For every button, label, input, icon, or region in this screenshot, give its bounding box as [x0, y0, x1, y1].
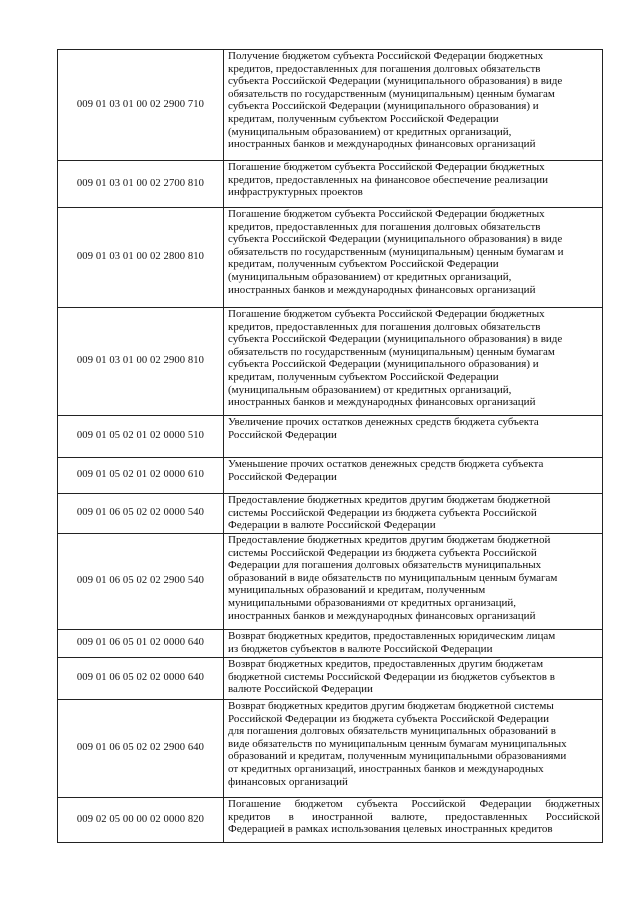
table-row	[58, 630, 603, 658]
description-cell	[224, 658, 603, 700]
budget-code-cell: 009 02 05 00 00 02 0000 820	[58, 798, 224, 843]
description-line: Погашение бюджетом субъекта Российской Федерации бюджетных	[228, 161, 545, 173]
description-line: кредитов, предоставленных для погашения долговых обязательств	[228, 220, 541, 233]
budget-code-cell: 009 01 06 05 02 02 2900 540	[58, 534, 224, 630]
description-line: системы Российской Федерации из бюджета субъекта Российской	[228, 506, 537, 519]
description-line: Возврат бюджетных кредитов, предоставленных юридическим лицам	[228, 630, 556, 642]
description-line: иностранных банков и международных финансовых организаций	[228, 138, 536, 151]
description-line: кредитов, предоставленных для погашения долговых обязательств	[228, 62, 541, 75]
description-cell	[224, 458, 603, 494]
table-row	[58, 208, 603, 308]
description-line: Погашение бюджетом субъекта Российской Федерации бюджетных	[228, 798, 600, 810]
description-cell	[224, 50, 603, 161]
description-line: для погашения долговых обязательств муниципальных образований в	[228, 725, 556, 738]
table-row	[58, 458, 603, 494]
description-line: бюджетной системы Российской Федерации из бюджетов субъектов в	[228, 670, 555, 683]
description-line: валюте Российской Федерации	[228, 683, 373, 696]
description-line: Возврат бюджетных кредитов, предоставленных другим бюджетам	[228, 658, 544, 670]
description-line: кредитов в иностранной валюте, предоставленных Российской	[228, 810, 600, 823]
description-line: Российской Федерации из бюджета субъекта Российской Федерации	[228, 712, 550, 725]
description-line: (муниципальным образованием) от кредитных организаций,	[228, 383, 512, 396]
description-line: образований и кредитам, полученным муниципальными образованиями	[228, 750, 567, 763]
table-row	[58, 308, 603, 416]
description-line: Получение бюджетом субъекта Российской Федерации бюджетных	[228, 50, 544, 62]
description-line: инфраструктурных проектов	[228, 186, 363, 199]
description-line: обязательств по государственным (муниципальным) ценным бумагам	[228, 345, 555, 358]
description-line: кредитам, полученным субъектом Российской Федерации	[228, 370, 499, 383]
budget-classification-table	[57, 49, 603, 843]
description-line: Погашение бюджетом субъекта Российской Федерации бюджетных	[228, 308, 545, 320]
table-row	[58, 416, 603, 458]
description-line: Федерацией в рамках использования целевых иностранных кредитов	[228, 823, 553, 836]
description-line: виде обязательств по муниципальным ценным бумагам муниципальных	[228, 737, 567, 750]
description-cell	[224, 208, 603, 308]
table-row	[58, 50, 603, 161]
description-line: кредитам, полученным субъектом Российской Федерации	[228, 112, 499, 125]
description-line: из бюджетов субъектов в валюте Российской Федерации	[228, 642, 493, 655]
budget-code-cell: 009 01 03 01 00 02 2700 810	[58, 161, 224, 208]
budget-code-cell: 009 01 03 01 00 02 2900 810	[58, 308, 224, 416]
description-line: кредитам, полученным субъектом Российской Федерации	[228, 258, 499, 271]
budget-code-cell: 009 01 03 01 00 02 2800 810	[58, 208, 224, 308]
description-line: муниципальными образованиями от кредитных организаций,	[228, 596, 516, 609]
table-row	[58, 700, 603, 798]
description-line: Предоставление бюджетных кредитов другим бюджетам бюджетной	[228, 494, 551, 506]
description-cell	[224, 161, 603, 208]
description-line: обязательств по государственным (муниципальным) ценным бумагам	[228, 87, 555, 100]
description-line: иностранных банков и международных финансовых организаций	[228, 609, 536, 622]
budget-code-cell: 009 01 06 05 02 02 0000 540	[58, 494, 224, 534]
description-line: Российской Федерации	[228, 428, 337, 441]
description-line: образований в виде обязательств по муниципальным ценным бумагам	[228, 571, 558, 584]
description-cell	[224, 534, 603, 630]
description-line: субъекта Российской Федерации (муниципального образования) и	[228, 100, 539, 113]
budget-code-cell: 009 01 05 02 01 02 0000 510	[58, 416, 224, 458]
description-line: Погашение бюджетом субъекта Российской Федерации бюджетных	[228, 208, 545, 220]
description-line: обязательств по государственным (муниципальным) ценным бумагам и	[228, 245, 564, 258]
budget-code-cell: 009 01 06 05 02 02 2900 640	[58, 700, 224, 798]
table-row	[58, 658, 603, 700]
description-line: кредитов, предоставленных на финансовое обеспечение реализации	[228, 173, 548, 186]
description-cell	[224, 416, 603, 458]
description-line: Федерации в валюте Российской Федерации	[228, 519, 436, 532]
description-line: Федерации для погашения долговых обязательств муниципальных	[228, 559, 542, 572]
description-line: муниципальных образований и кредитам, полученным	[228, 584, 486, 597]
description-line: субъекта Российской Федерации (муниципального образования) в виде	[228, 233, 563, 246]
description-cell	[224, 630, 603, 658]
budget-code-cell: 009 01 06 05 01 02 0000 640	[58, 630, 224, 658]
description-cell	[224, 700, 603, 798]
description-line: Уменьшение прочих остатков денежных средств бюджета субъекта	[228, 458, 544, 470]
description-line: Российской Федерации	[228, 470, 337, 483]
description-line: субъекта Российской Федерации (муниципального образования) и	[228, 358, 539, 371]
description-line: от кредитных организаций, иностранных банков и международных	[228, 762, 544, 775]
table-row	[58, 534, 603, 630]
description-line: системы Российской Федерации из бюджета субъекта Российской	[228, 546, 537, 559]
description-line: (муниципальным образованием) от кредитных организаций,	[228, 270, 512, 283]
description-cell	[224, 308, 603, 416]
table-row	[58, 798, 603, 843]
description-line: субъекта Российской Федерации (муниципального образования) в виде	[228, 75, 563, 88]
budget-code-cell: 009 01 05 02 01 02 0000 610	[58, 458, 224, 494]
description-line: (муниципальным образованием) от кредитных организаций,	[228, 125, 512, 138]
description-line: кредитов, предоставленных для погашения долговых обязательств	[228, 320, 541, 333]
table-row	[58, 161, 603, 208]
description-line: иностранных банков и международных финансовых организаций	[228, 396, 536, 409]
description-cell	[224, 798, 603, 843]
description-line: Возврат бюджетных кредитов другим бюджетам бюджетной системы	[228, 700, 554, 712]
budget-code-cell: 009 01 06 05 02 02 0000 640	[58, 658, 224, 700]
description-line: финансовых организаций	[228, 775, 348, 788]
description-line: Увеличение прочих остатков денежных средств бюджета субъекта	[228, 416, 539, 428]
description-line: Предоставление бюджетных кредитов другим бюджетам бюджетной	[228, 534, 551, 546]
table-row	[58, 494, 603, 534]
budget-code-cell: 009 01 03 01 00 02 2900 710	[58, 50, 224, 161]
description-cell	[224, 494, 603, 534]
description-line: иностранных банков и международных финансовых организаций	[228, 283, 536, 296]
description-line: субъекта Российской Федерации (муниципального образования) в виде	[228, 333, 563, 346]
table-body	[58, 50, 603, 843]
